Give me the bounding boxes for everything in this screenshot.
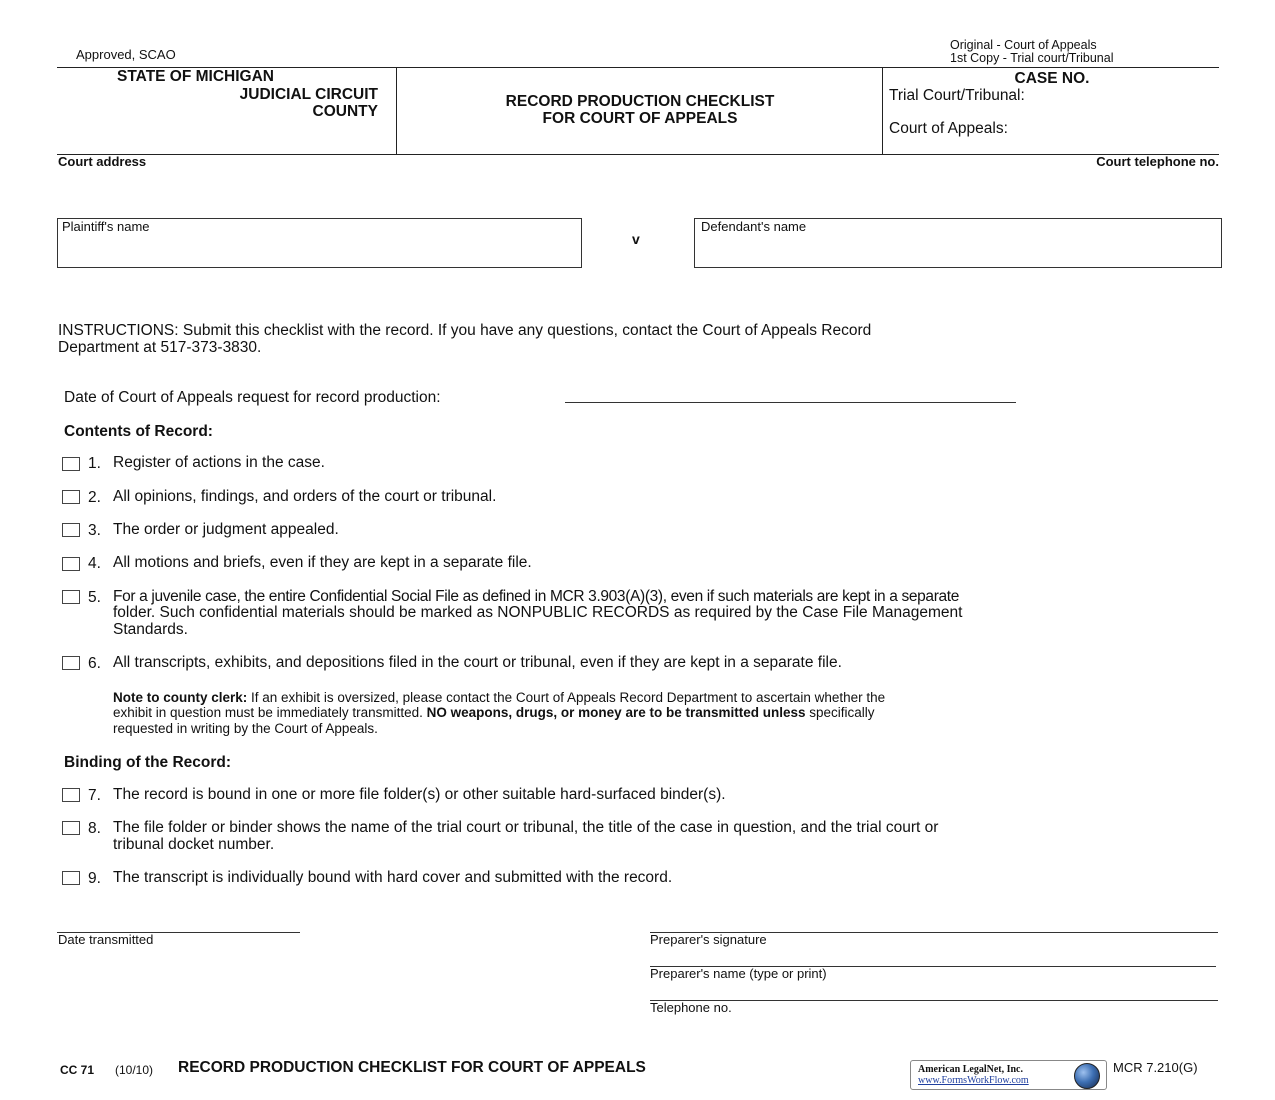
- preparer-signature-label: Preparer's signature: [650, 932, 767, 947]
- header-divider-left: [396, 67, 397, 154]
- contents-heading: Contents of Record:: [64, 423, 213, 440]
- request-date-line[interactable]: [565, 402, 1016, 403]
- county-clerk-note-line1: [113, 690, 885, 706]
- footer-title: RECORD PRODUCTION CHECKLIST FOR COURT OF APPEALS: [178, 1059, 646, 1076]
- item-9-checkbox[interactable]: [62, 871, 80, 885]
- header-divider-right: [882, 67, 883, 154]
- note-text-1: If an exhibit is oversized, please contact the Court of Appeals Record Department to ascertain whether the: [247, 690, 886, 705]
- item-8-text-line1: The file folder or binder shows the name of the trial court or tribunal, the title of the case in question, and the trial court or: [113, 819, 939, 836]
- court-rule: MCR 7.210(G): [1113, 1060, 1198, 1075]
- binding-heading: Binding of the Record:: [64, 754, 232, 771]
- logo-website-link[interactable]: www.FormsWorkFlow.com: [918, 1075, 1029, 1086]
- form-title-line1: RECORD PRODUCTION CHECKLIST: [505, 93, 775, 110]
- county-clerk-note-line2: [113, 705, 875, 721]
- preparer-name-label: Preparer's name (type or print): [650, 966, 827, 981]
- item-2-checkbox[interactable]: [62, 490, 80, 504]
- approval-note: Approved, SCAO: [76, 47, 176, 62]
- item-6-number: 6.: [88, 655, 101, 672]
- appeals-case-label: Court of Appeals:: [889, 120, 1008, 137]
- form-revision: (10/10): [115, 1063, 154, 1077]
- item-1-text: Register of actions in the case.: [113, 454, 325, 471]
- item-5-checkbox[interactable]: [62, 590, 80, 604]
- county-label: COUNTY: [312, 103, 378, 120]
- appeals-case-input[interactable]: [1050, 119, 1219, 139]
- item-5-text-line1: For a juvenile case, the entire Confidential Social File as defined in MCR 3.903(A)(3), even if such materials are kept in a separate: [113, 588, 960, 605]
- item-4-text: All motions and briefs, even if they are kept in a separate file.: [113, 554, 532, 571]
- logo-company: American LegalNet, Inc.: [918, 1064, 1023, 1075]
- plaintiff-name-label: Plaintiff's name: [62, 219, 150, 234]
- request-date-label: Date of Court of Appeals request for record production:: [64, 389, 441, 406]
- form-code: CC 71: [60, 1063, 95, 1077]
- court-phone-label: Court telephone no.: [1096, 154, 1219, 169]
- item-4-checkbox[interactable]: [62, 557, 80, 571]
- form-title-line2: FOR COURT OF APPEALS: [542, 110, 738, 127]
- item-3-number: 3.: [88, 522, 101, 539]
- copy-distribution-first: 1st Copy - Trial court/Tribunal: [950, 51, 1114, 65]
- item-9-number: 9.: [88, 870, 101, 887]
- county-clerk-note-line3: requested in writing by the Court of Appeals.: [113, 721, 378, 736]
- note-label: Note to county clerk:: [113, 690, 248, 705]
- item-1-number: 1.: [88, 455, 101, 472]
- versus-label: v: [632, 231, 640, 247]
- item-7-text: The record is bound in one or more file folder(s) or other suitable hard-surfaced binder(s).: [113, 786, 726, 803]
- globe-icon: [1074, 1063, 1100, 1089]
- item-2-text: All opinions, findings, and orders of the court or tribunal.: [113, 488, 497, 505]
- plaintiff-name-box[interactable]: [57, 218, 582, 268]
- instructions-line2: Department at 517-373-3830.: [58, 339, 262, 356]
- item-2-number: 2.: [88, 489, 101, 506]
- item-9-text: The transcript is individually bound with hard cover and submitted with the record.: [113, 869, 673, 886]
- item-6-checkbox[interactable]: [62, 656, 80, 670]
- telephone-line[interactable]: [650, 1000, 1218, 1001]
- item-4-number: 4.: [88, 555, 101, 572]
- note-text-2a: exhibit in question must be immediately transmitted.: [113, 705, 427, 720]
- instructions-line1: INSTRUCTIONS: Submit this checklist with the record. If you have any questions, contact the Court of Appeals Record: [58, 322, 872, 339]
- court-label: JUDICIAL CIRCUIT: [239, 86, 378, 103]
- note-text-2c: specifically: [805, 705, 875, 720]
- state-label: STATE OF MICHIGAN: [117, 68, 274, 85]
- publisher-logo: [910, 1060, 1107, 1090]
- item-3-text: The order or judgment appealed.: [113, 521, 339, 538]
- item-8-text-line2: tribunal docket number.: [113, 836, 275, 853]
- item-1-checkbox[interactable]: [62, 457, 80, 471]
- note-text-2b: NO weapons, drugs, or money are to be transmitted unless: [426, 705, 806, 720]
- item-5-number: 5.: [88, 589, 101, 606]
- item-7-number: 7.: [88, 787, 101, 804]
- item-8-number: 8.: [88, 820, 101, 837]
- item-7-checkbox[interactable]: [62, 788, 80, 802]
- item-6-text: All transcripts, exhibits, and depositions filed in the court or tribunal, even if they are kept in a separate file.: [113, 654, 842, 671]
- defendant-name-box[interactable]: [694, 218, 1222, 268]
- telephone-label: Telephone no.: [650, 1000, 732, 1015]
- case-number-heading: CASE NO.: [1014, 70, 1090, 87]
- court-address-label: Court address: [58, 154, 147, 169]
- trial-court-case-input[interactable]: [1075, 86, 1219, 106]
- item-5-text-line3: Standards.: [113, 621, 188, 638]
- item-3-checkbox[interactable]: [62, 523, 80, 537]
- defendant-name-label: Defendant's name: [701, 219, 807, 234]
- item-8-checkbox[interactable]: [62, 821, 80, 835]
- date-transmitted-label: Date transmitted: [58, 932, 154, 947]
- trial-court-case-label: Trial Court/Tribunal:: [889, 87, 1025, 104]
- item-5-text-line2: folder. Such confidential materials should be marked as NONPUBLIC RECORDS as required by the Case File Management: [113, 604, 963, 621]
- copy-distribution-original: Original - Court of Appeals: [950, 38, 1097, 52]
